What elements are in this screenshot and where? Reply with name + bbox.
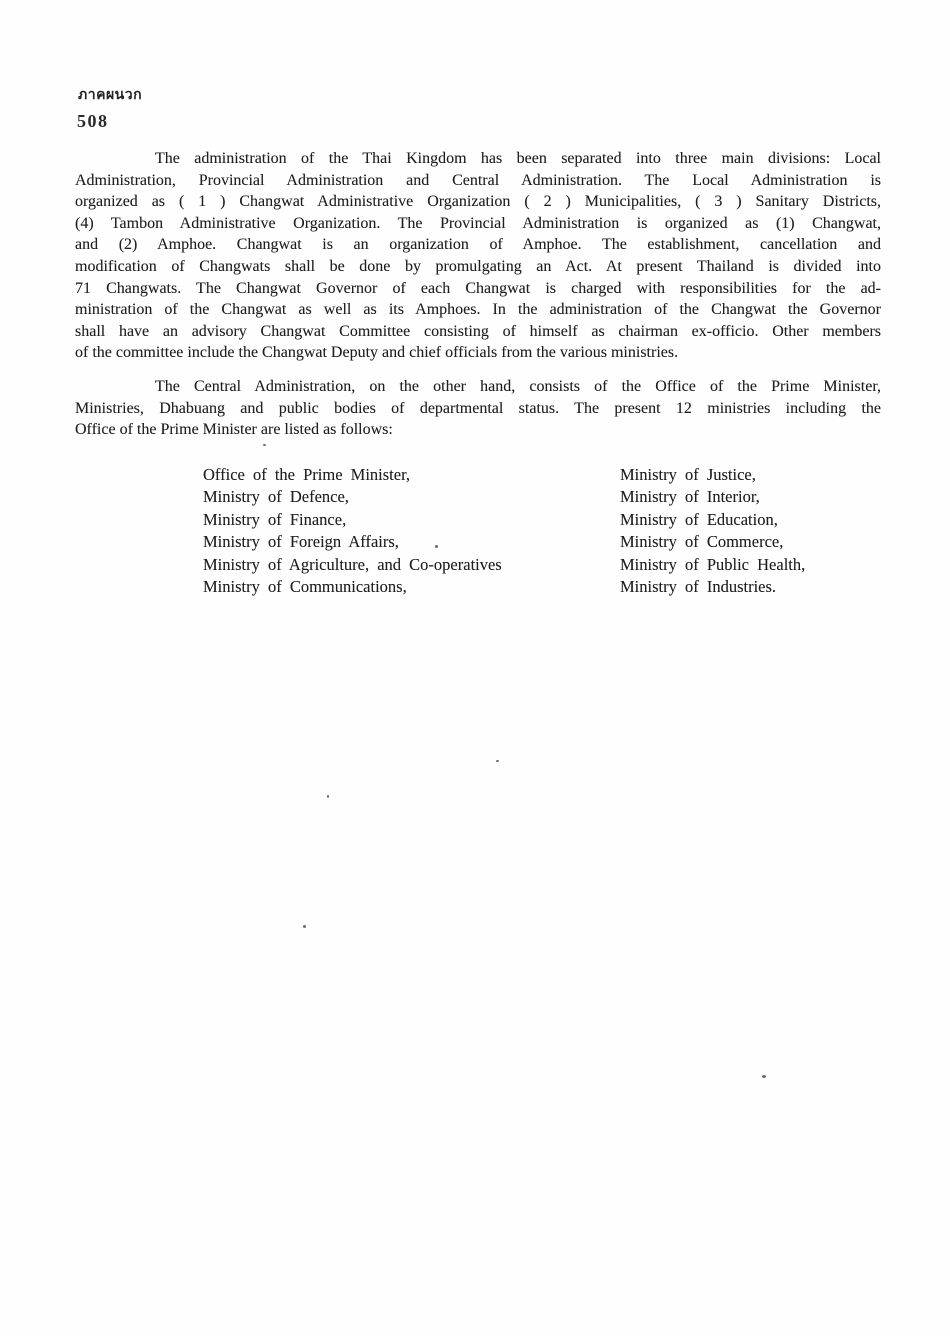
text-line: (4) Tambon Administrative Organization. The Provincial Administration is organized as (1) Changwat, <box>75 214 881 232</box>
ministries-list-left-column <box>203 464 603 598</box>
ministry-item: Ministry of Agriculture, and Co-operatives <box>203 554 502 574</box>
ministry-item: Ministry of Industries. <box>620 577 777 597</box>
text-line: ministration of the Changwat as well as its Amphoes. In the administration of the Changwat the Governor <box>75 301 881 319</box>
ministry-item: Ministry of Foreign Affairs, <box>203 532 399 552</box>
ministry-item: Ministry of Public Health, <box>620 554 806 574</box>
scan-speck <box>263 444 266 446</box>
scan-speck <box>303 925 306 928</box>
scan-speck <box>435 545 438 548</box>
text-line: Office of the Prime Minister are listed as follows: <box>75 421 393 439</box>
text-line: Administration, Provincial Administration and Central Administration. The Local Administration is <box>75 171 881 189</box>
ministry-item: Ministry of Communications, <box>203 577 407 597</box>
ministry-item: Office of the Prime Minister, <box>203 465 411 484</box>
scan-speck <box>496 760 499 762</box>
text-line: modification of Changwats shall be done by promulgating an Act. At present Thailand is divided into <box>75 257 881 275</box>
ministry-item: Ministry of Defence, <box>203 487 349 507</box>
text-line: The administration of the Thai Kingdom has been separated into three main divisions: Local <box>155 150 881 167</box>
ministries-list-right-column <box>620 464 890 598</box>
header-thai-label: ภาคผนวก <box>78 87 143 103</box>
text-line: organized as ( 1 ) Changwat Administrative Organization ( 2 ) Municipalities, ( 3 ) Sanitary Districts, <box>75 193 881 211</box>
ministry-item: Ministry of Education, <box>620 509 778 529</box>
paragraph-administration-overview <box>75 148 881 364</box>
scan-speck <box>762 1075 766 1078</box>
text-line: 71 Changwats. The Changwat Governor of each Changwat is charged with responsibilities for the ad- <box>75 279 881 297</box>
ministry-item: Ministry of Commerce, <box>620 532 784 552</box>
scan-speck <box>327 795 329 798</box>
paragraph-central-administration <box>75 376 881 441</box>
text-line: shall have an advisory Changwat Committee consisting of himself as chairman ex-officio. Other members <box>75 322 881 340</box>
text-line: The Central Administration, on the other hand, consists of the Office of the Prime Minister, <box>155 378 881 395</box>
ministry-item: Ministry of Interior, <box>620 487 760 507</box>
text-line: and (2) Amphoe. Changwat is an organization of Amphoe. The establishment, cancellation and <box>75 236 881 254</box>
text-line: of the committee include the Changwat Deputy and chief officials from the various ministries. <box>75 344 679 362</box>
page-number: 508 <box>77 111 109 131</box>
text-line: Ministries, Dhabuang and public bodies of departmental status. The present 12 ministries including the <box>75 399 881 417</box>
ministry-item: Ministry of Justice, <box>620 465 756 484</box>
ministry-item: Ministry of Finance, <box>203 509 347 529</box>
